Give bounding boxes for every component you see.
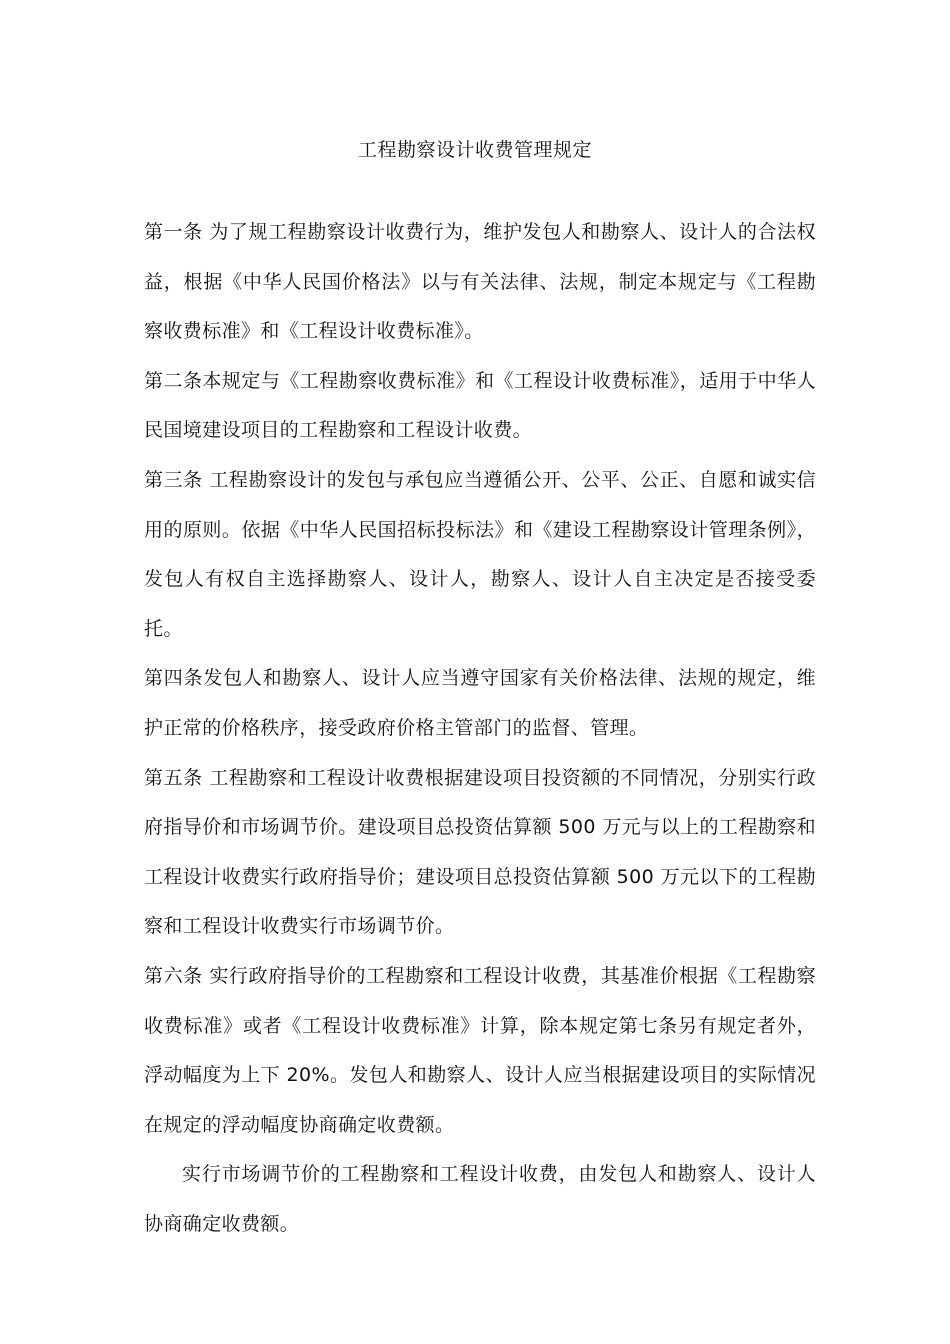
article-6-paragraph: 第六条 实行政府指导价的工程勘察和工程设计收费，其基准价根据《工程勘察收费标准》或者《工程设计收费标准》计算，除本规定第七条另有规定者外，浮动幅度为上下 20%。发包人和勘察人、设计人应当根据建设项目的实际情况在规定的浮动幅度协商确定收费额。 [144,964,816,1136]
document-body [144,208,816,1249]
article-1-paragraph: 第一条 为了规工程勘察设计收费行为，维护发包人和勘察人、设计人的合法权益，根据《中华人民国价格法》以与有关法律、法规，制定本规定与《工程勘察收费标准》和《工程设计收费标准》。 [144,221,816,343]
article-4-paragraph: 第四条发包人和勘察人、设计人应当遵守国家有关价格法律、法规的规定，维护正常的价格秩序，接受政府价格主管部门的监督、管理。 [144,667,816,739]
article-6-continuation-paragraph: 实行市场调节价的工程勘察和工程设计收费，由发包人和勘察人、设计人协商确定收费额。 [144,1163,816,1235]
document-title: 工程勘察设计收费管理规定 [357,139,592,161]
article-2-paragraph: 第二条本规定与《工程勘察收费标准》和《工程设计收费标准》，适用于中华人民国境建设项目的工程勘察和工程设计收费。 [144,369,816,442]
article-5-paragraph: 第五条 工程勘察和工程设计收费根据建设项目投资额的不同情况，分别实行政府指导价和市场调节价。建设项目总投资估算额 500 万元与以上的工程勘察和工程设计收费实行政府指导价；建设项目总投资估算额 500 万元以下的工程勘察和工程设计收费实行市场调节价。 [144,766,816,938]
article-3-paragraph: 第三条 工程勘察设计的发包与承包应当遵循公开、公平、公正、自愿和诚实信用的原则。依据《中华人民国招标投标法》和《建设工程勘察设计管理条例》，发包人有权自主选择勘察人、设计人，勘察人、设计人自主决定是否接受委托。 [144,468,816,640]
